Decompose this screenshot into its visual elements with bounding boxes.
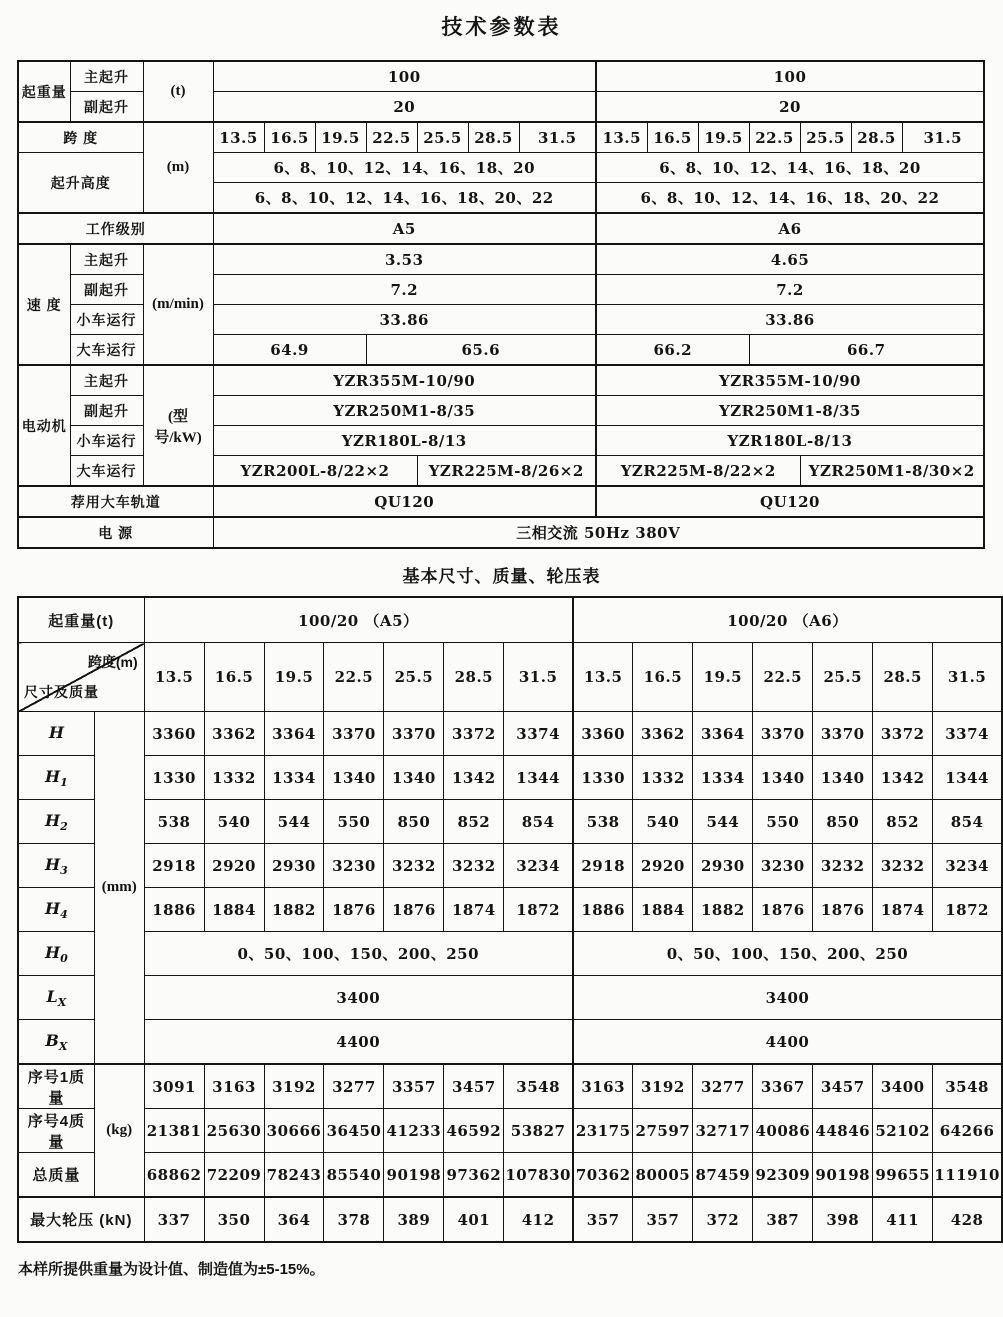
value-cell: 1884 [204, 888, 264, 932]
page-title: 技术参数表 [441, 16, 562, 39]
value-cell: 550 [324, 800, 384, 844]
value-cell: 16.5 [264, 122, 315, 153]
value-cell: 3362 [204, 712, 264, 756]
diagonal-label-span: 跨度(m) [87, 654, 138, 670]
value-cell: 3374 [933, 712, 1002, 756]
unit-cell-model-kw: (型号/kW) [143, 365, 213, 486]
value-cell: 13.5 [596, 122, 647, 153]
value-cell: 44846 [813, 1109, 873, 1153]
row-label-rail: 荐用大车轨道 [18, 486, 213, 517]
unit-cell-kg: (kg) [94, 1064, 144, 1197]
span-header-cell: 13.5 [573, 643, 633, 712]
value-cell: 65.6 [366, 335, 596, 366]
row-label-lift-height: 起升高度 [18, 153, 143, 214]
row-label-duty-class: 工作级别 [18, 213, 213, 244]
value-cell: 3360 [144, 712, 204, 756]
row-dim-h1 [18, 756, 1002, 800]
dimensions-mass-wheelload-table [17, 596, 1003, 1243]
span-header-cell: 19.5 [264, 643, 324, 712]
value-cell: 3400 [573, 976, 1002, 1020]
value-cell: 三相交流 50Hz 380V [213, 517, 984, 548]
group-header-a5: 100/20 （A5） [144, 597, 573, 643]
value-cell: 3232 [873, 844, 933, 888]
row-capacity-main [18, 61, 984, 92]
value-cell: 1876 [324, 888, 384, 932]
row-mass-total [18, 1153, 1002, 1198]
value-cell: 7.2 [596, 275, 984, 305]
value-cell: 850 [384, 800, 444, 844]
value-cell: 3277 [324, 1064, 384, 1109]
value-cell: 3234 [504, 844, 573, 888]
span-header-cell: 28.5 [444, 643, 504, 712]
value-cell: 66.2 [596, 335, 749, 366]
value-cell: 3091 [144, 1064, 204, 1109]
span-header-cell: 22.5 [324, 643, 384, 712]
row-label-main-hoist: 主起升 [70, 244, 143, 275]
value-cell: YZR180L-8/13 [596, 426, 984, 456]
value-cell: 25.5 [800, 122, 851, 153]
value-cell: 1340 [384, 756, 444, 800]
value-cell: 3548 [933, 1064, 1002, 1109]
value-cell: 28.5 [468, 122, 519, 153]
unit-cell-t: (t) [143, 61, 213, 122]
value-cell: 401 [444, 1197, 504, 1242]
value-cell: 107830 [504, 1153, 573, 1198]
value-cell: 544 [264, 800, 324, 844]
row-dim-h [18, 712, 1002, 756]
value-cell: 2918 [144, 844, 204, 888]
value-cell: 16.5 [647, 122, 698, 153]
unit-cell-mm: (mm) [94, 712, 144, 1065]
capacity-header-label: 起重量(t) [18, 597, 144, 643]
row-label-h3: $H_3$ [18, 844, 94, 888]
value-cell: 100 [596, 61, 984, 92]
value-cell: A6 [596, 213, 984, 244]
value-cell: 6、8、10、12、14、16、18、20 [213, 153, 596, 183]
value-cell: 412 [504, 1197, 573, 1242]
value-cell: 550 [753, 800, 813, 844]
value-cell: 3.53 [213, 244, 596, 275]
row-label-crane-travel: 大车运行 [70, 456, 143, 487]
value-cell: 3192 [633, 1064, 693, 1109]
value-cell: 378 [324, 1197, 384, 1242]
value-cell: 20 [213, 92, 596, 123]
value-cell: QU120 [596, 486, 984, 517]
row-label-h2: $H_2$ [18, 800, 94, 844]
unit-cell-m-min: (m/min) [143, 244, 213, 365]
value-cell: 1884 [633, 888, 693, 932]
value-cell: 22.5 [366, 122, 417, 153]
row-dim-h3 [18, 844, 1002, 888]
row-label-aux-hoist: 副起升 [70, 275, 143, 305]
diagonal-label-dims-mass: 尺寸及质量 [24, 684, 99, 700]
value-cell: 72209 [204, 1153, 264, 1198]
value-cell: YZR250M1-8/35 [213, 396, 596, 426]
value-cell: 68862 [144, 1153, 204, 1198]
value-cell: 13.5 [213, 122, 264, 153]
value-cell: 411 [873, 1197, 933, 1242]
span-header-cell: 31.5 [504, 643, 573, 712]
value-cell: 1872 [504, 888, 573, 932]
value-cell: 99655 [873, 1153, 933, 1198]
row-speed-main [18, 244, 984, 275]
value-cell: 0、50、100、150、200、250 [144, 932, 573, 976]
span-header-cell: 22.5 [753, 643, 813, 712]
value-cell: 90198 [813, 1153, 873, 1198]
value-cell: 25630 [204, 1109, 264, 1153]
value-cell: 4400 [573, 1020, 1002, 1065]
value-cell: 78243 [264, 1153, 324, 1198]
value-cell: 6、8、10、12、14、16、18、20、22 [596, 183, 984, 214]
value-cell: A5 [213, 213, 596, 244]
value-cell: 372 [693, 1197, 753, 1242]
value-cell: 1886 [573, 888, 633, 932]
row-duty-class [18, 213, 984, 244]
value-cell: 1340 [753, 756, 813, 800]
value-cell: 40086 [753, 1109, 813, 1153]
section-title: 基本尺寸、质量、轮压表 [402, 567, 601, 586]
value-cell: 3457 [813, 1064, 873, 1109]
value-cell: 100 [213, 61, 596, 92]
value-cell: 3234 [933, 844, 1002, 888]
row-label-h0: $H_0$ [18, 932, 94, 976]
value-cell: 854 [504, 800, 573, 844]
value-cell: 2918 [573, 844, 633, 888]
value-cell: 87459 [693, 1153, 753, 1198]
value-cell: 1886 [144, 888, 204, 932]
value-cell: 1344 [933, 756, 1002, 800]
row-label-crane-travel: 大车运行 [70, 335, 143, 366]
row-dim-bx [18, 1020, 1002, 1065]
value-cell: 1874 [444, 888, 504, 932]
value-cell: YZR225M-8/26×2 [417, 456, 596, 487]
value-cell: 3364 [264, 712, 324, 756]
value-cell: 398 [813, 1197, 873, 1242]
value-cell: 1876 [813, 888, 873, 932]
value-cell: 540 [633, 800, 693, 844]
value-cell: 31.5 [902, 122, 984, 153]
row-max-wheel-load [18, 1197, 1002, 1242]
value-cell: 3372 [444, 712, 504, 756]
row-power [18, 517, 984, 548]
value-cell: YZR250M1-8/35 [596, 396, 984, 426]
row-label-h: H [18, 712, 94, 756]
value-cell: 1330 [573, 756, 633, 800]
value-cell: 33.86 [213, 305, 596, 335]
value-cell: 6、8、10、12、14、16、18、20、22 [213, 183, 596, 214]
row-label-trolley-travel: 小车运行 [70, 305, 143, 335]
span-header-cell: 28.5 [873, 643, 933, 712]
value-cell: 3230 [324, 844, 384, 888]
group-label-motor: 电动机 [18, 365, 70, 486]
value-cell: 3364 [693, 712, 753, 756]
value-cell: 538 [144, 800, 204, 844]
span-header-cell: 31.5 [933, 643, 1002, 712]
value-cell: 3192 [264, 1064, 324, 1109]
value-cell: 30666 [264, 1109, 324, 1153]
value-cell: 19.5 [698, 122, 749, 153]
value-cell: 21381 [144, 1109, 204, 1153]
value-cell: 852 [873, 800, 933, 844]
value-cell: QU120 [213, 486, 596, 517]
value-cell: 85540 [324, 1153, 384, 1198]
value-cell: 31.5 [519, 122, 596, 153]
value-cell: 2920 [204, 844, 264, 888]
value-cell: 3163 [204, 1064, 264, 1109]
footer-note: 本样所提供重量为设计值、制造值为±5-15%。 [18, 1261, 325, 1278]
row-label-main-hoist: 主起升 [70, 365, 143, 396]
row-label-aux-hoist: 副起升 [70, 92, 143, 123]
group-label-speed: 速 度 [18, 244, 70, 365]
value-cell: 3362 [633, 712, 693, 756]
value-cell: 1332 [633, 756, 693, 800]
value-cell: 90198 [384, 1153, 444, 1198]
value-cell: 52102 [873, 1109, 933, 1153]
span-header-cell: 16.5 [204, 643, 264, 712]
value-cell: 7.2 [213, 275, 596, 305]
value-cell: 53827 [504, 1109, 573, 1153]
row-label-h4: $H_4$ [18, 888, 94, 932]
value-cell: 1334 [264, 756, 324, 800]
value-cell: 3357 [384, 1064, 444, 1109]
value-cell: 3232 [444, 844, 504, 888]
row-span-header [18, 643, 1002, 712]
row-label-mass-item1: 序号1质量 [18, 1064, 94, 1109]
value-cell: 337 [144, 1197, 204, 1242]
row-label-power: 电 源 [18, 517, 213, 548]
value-cell: 4.65 [596, 244, 984, 275]
value-cell: 97362 [444, 1153, 504, 1198]
value-cell: YZR225M-8/22×2 [596, 456, 800, 487]
value-cell: 3232 [813, 844, 873, 888]
value-cell: 1330 [144, 756, 204, 800]
value-cell: 22.5 [749, 122, 800, 153]
value-cell: 1332 [204, 756, 264, 800]
row-capacity-header [18, 597, 1002, 643]
span-header-cell: 25.5 [813, 643, 873, 712]
value-cell: 20 [596, 92, 984, 123]
row-rail [18, 486, 984, 517]
row-label-max-wheel-load: 最大轮压 (kN) [18, 1197, 144, 1242]
span-header-cell: 19.5 [693, 643, 753, 712]
value-cell: 540 [204, 800, 264, 844]
value-cell: 3374 [504, 712, 573, 756]
span-header-cell: 25.5 [384, 643, 444, 712]
value-cell: 27597 [633, 1109, 693, 1153]
value-cell: 70362 [573, 1153, 633, 1198]
value-cell: 364 [264, 1197, 324, 1242]
value-cell: 1882 [264, 888, 324, 932]
value-cell: 36450 [324, 1109, 384, 1153]
value-cell: 3370 [324, 712, 384, 756]
value-cell: 2930 [264, 844, 324, 888]
row-label-mass-item4: 序号4质量 [18, 1109, 94, 1153]
value-cell: 6、8、10、12、14、16、18、20 [596, 153, 984, 183]
value-cell: 357 [633, 1197, 693, 1242]
value-cell: 23175 [573, 1109, 633, 1153]
value-cell: 3163 [573, 1064, 633, 1109]
group-label-capacity: 起重量 [18, 61, 70, 122]
value-cell: 1876 [384, 888, 444, 932]
value-cell: 428 [933, 1197, 1002, 1242]
value-cell: 1334 [693, 756, 753, 800]
row-label-h1: $H_1$ [18, 756, 94, 800]
row-dim-h0 [18, 932, 1002, 976]
value-cell: 2930 [693, 844, 753, 888]
value-cell: 28.5 [851, 122, 902, 153]
row-dim-h2 [18, 800, 1002, 844]
value-cell: YZR200L-8/22×2 [213, 456, 417, 487]
value-cell: 544 [693, 800, 753, 844]
value-cell: 2920 [633, 844, 693, 888]
value-cell: 25.5 [417, 122, 468, 153]
value-cell: 1340 [813, 756, 873, 800]
value-cell: 3367 [753, 1064, 813, 1109]
value-cell: 3370 [384, 712, 444, 756]
row-mass-item4 [18, 1109, 1002, 1153]
diagonal-header-cell [18, 643, 144, 712]
row-span [18, 122, 984, 153]
value-cell: 850 [813, 800, 873, 844]
value-cell: 111910 [933, 1153, 1002, 1198]
value-cell: 357 [573, 1197, 633, 1242]
value-cell: 4400 [144, 1020, 573, 1065]
value-cell: 3548 [504, 1064, 573, 1109]
value-cell: 1342 [873, 756, 933, 800]
value-cell: YZR355M-10/90 [213, 365, 596, 396]
value-cell: 387 [753, 1197, 813, 1242]
row-label-span: 跨 度 [18, 122, 143, 153]
row-label-aux-hoist: 副起升 [70, 396, 143, 426]
value-cell: 3360 [573, 712, 633, 756]
value-cell: 854 [933, 800, 1002, 844]
value-cell: 3457 [444, 1064, 504, 1109]
value-cell: 33.86 [596, 305, 984, 335]
value-cell: 3232 [384, 844, 444, 888]
page [0, 11, 1003, 1279]
value-cell: 46592 [444, 1109, 504, 1153]
group-header-a6: 100/20 （A6） [573, 597, 1002, 643]
row-label-bx: $B_X$ [18, 1020, 94, 1065]
row-label-main-hoist: 主起升 [70, 61, 143, 92]
row-label-lx: $L_X$ [18, 976, 94, 1020]
value-cell: 19.5 [315, 122, 366, 153]
value-cell: 3400 [873, 1064, 933, 1109]
value-cell: 1344 [504, 756, 573, 800]
row-label-trolley-travel: 小车运行 [70, 426, 143, 456]
value-cell: 389 [384, 1197, 444, 1242]
value-cell: 32717 [693, 1109, 753, 1153]
row-dim-lx [18, 976, 1002, 1020]
unit-cell-m: (m) [143, 122, 213, 213]
value-cell: YZR355M-10/90 [596, 365, 984, 396]
value-cell: 3372 [873, 712, 933, 756]
value-cell: 3277 [693, 1064, 753, 1109]
span-header-cell: 13.5 [144, 643, 204, 712]
value-cell: 1342 [444, 756, 504, 800]
value-cell: 80005 [633, 1153, 693, 1198]
value-cell: 3370 [813, 712, 873, 756]
value-cell: 0、50、100、150、200、250 [573, 932, 1002, 976]
value-cell: 41233 [384, 1109, 444, 1153]
value-cell: 1882 [693, 888, 753, 932]
technical-parameters-table [17, 60, 985, 549]
value-cell: 92309 [753, 1153, 813, 1198]
row-mass-item1 [18, 1064, 1002, 1109]
span-header-cell: 16.5 [633, 643, 693, 712]
value-cell: 1874 [873, 888, 933, 932]
row-dim-h4 [18, 888, 1002, 932]
value-cell: 350 [204, 1197, 264, 1242]
value-cell: 1872 [933, 888, 1002, 932]
row-label-total-mass: 总质量 [18, 1153, 94, 1198]
value-cell: 1876 [753, 888, 813, 932]
value-cell: 3230 [753, 844, 813, 888]
value-cell: 66.7 [749, 335, 984, 366]
value-cell: YZR180L-8/13 [213, 426, 596, 456]
value-cell: 538 [573, 800, 633, 844]
value-cell: YZR250M1-8/30×2 [800, 456, 984, 487]
value-cell: 64.9 [213, 335, 366, 366]
row-motor-main [18, 365, 984, 396]
value-cell: 852 [444, 800, 504, 844]
value-cell: 3370 [753, 712, 813, 756]
value-cell: 1340 [324, 756, 384, 800]
value-cell: 3400 [144, 976, 573, 1020]
value-cell: 64266 [933, 1109, 1002, 1153]
